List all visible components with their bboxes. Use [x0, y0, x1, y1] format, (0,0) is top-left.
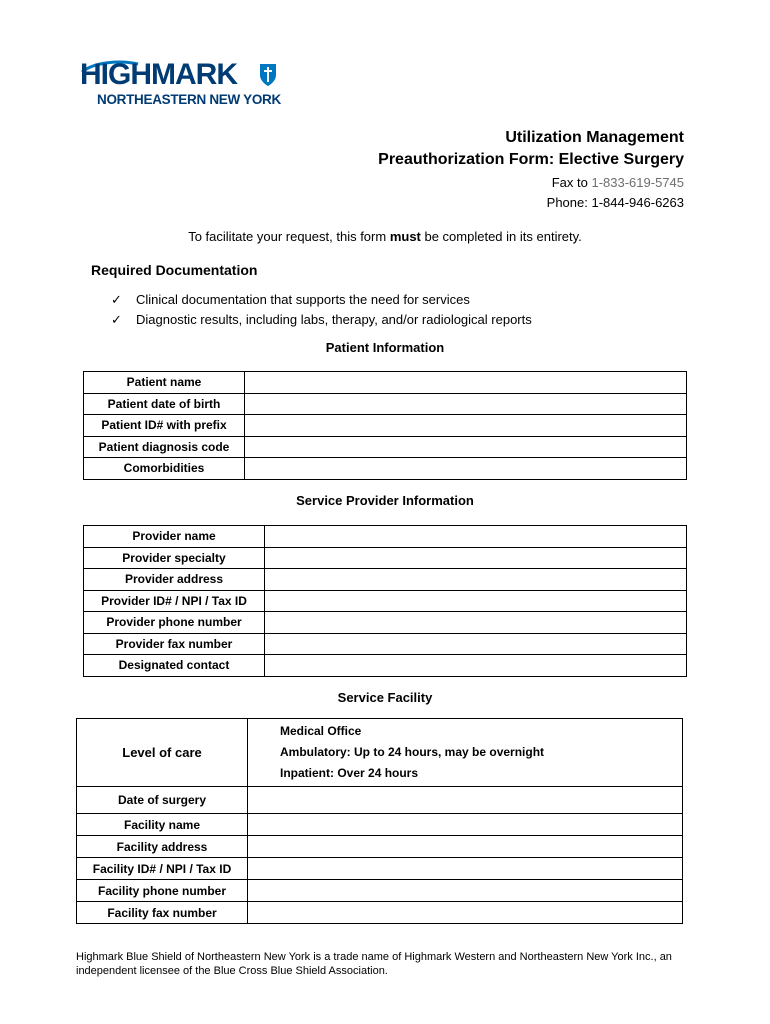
- designated-contact-input[interactable]: [265, 655, 687, 677]
- provider-address-input[interactable]: [265, 569, 687, 591]
- table-row: [84, 415, 687, 437]
- patient-dob-input[interactable]: [245, 393, 687, 415]
- table-row: [77, 902, 683, 924]
- table-row: [84, 436, 687, 458]
- footer-disclaimer: Highmark Blue Shield of Northeastern New York is a trade name of Highmark Western and Northeastern New York Inc., an independent licensee of the Blue Cross Blue Shield Association.: [76, 951, 672, 977]
- table-row: [84, 569, 687, 591]
- field-label: Facility phone number: [77, 880, 248, 902]
- table-row: [77, 814, 683, 836]
- level-of-care-label: Level of care: [122, 745, 202, 760]
- facility-phone-input[interactable]: [248, 880, 683, 902]
- patient-information-heading: Patient Information: [325, 340, 445, 355]
- fax-line: [378, 173, 684, 193]
- list-item-text: Diagnostic results, including labs, therapy, and/or radiological reports: [136, 312, 532, 327]
- list-item-text: Clinical documentation that supports the need for services: [136, 292, 470, 307]
- level-of-care-option-inpatient[interactable]: Inpatient: Over 24 hours: [280, 766, 419, 780]
- patient-id-input[interactable]: [245, 415, 687, 437]
- field-label: Provider phone number: [84, 612, 265, 634]
- phone-line: Phone: 1-844-946-6263: [546, 195, 684, 210]
- field-label: Facility ID# / NPI / Tax ID: [77, 858, 248, 880]
- field-label: Patient name: [84, 372, 245, 394]
- patient-comorbidities-input[interactable]: [245, 458, 687, 480]
- level-of-care-option-ambulatory[interactable]: Ambulatory: Up to 24 hours, may be overnight: [280, 745, 545, 759]
- facility-id-input[interactable]: [248, 858, 683, 880]
- blue-shield-icon: [258, 62, 278, 88]
- patient-information-table: [83, 371, 687, 480]
- intro-emphasis: must: [389, 229, 421, 244]
- logo-region: NORTHEASTERN NEW YORK: [97, 92, 281, 107]
- field-label: Facility name: [77, 814, 248, 836]
- facility-address-input[interactable]: [248, 836, 683, 858]
- table-row: [84, 393, 687, 415]
- field-label: [77, 719, 248, 787]
- fax-prefix: Fax to: [551, 175, 588, 190]
- checkmark-icon: ✓: [111, 312, 122, 327]
- provider-specialty-input[interactable]: [265, 547, 687, 569]
- provider-id-input[interactable]: [265, 590, 687, 612]
- field-label: Provider ID# / NPI / Tax ID: [84, 590, 265, 612]
- table-row: [77, 787, 683, 814]
- provider-phone-input[interactable]: [265, 612, 687, 634]
- list-item: [111, 310, 532, 330]
- provider-information-heading: Service Provider Information: [296, 493, 474, 508]
- highmark-logo: [80, 58, 290, 110]
- patient-diagnosis-input[interactable]: [245, 436, 687, 458]
- level-of-care-options: [248, 719, 683, 787]
- field-label: Patient diagnosis code: [84, 436, 245, 458]
- intro-after: be completed in its entirety.: [420, 229, 582, 244]
- intro-text: [0, 229, 770, 244]
- field-label: Comorbidities: [84, 458, 245, 480]
- table-row: [84, 612, 687, 634]
- provider-information-table: [83, 525, 687, 677]
- checkmark-icon: ✓: [111, 292, 122, 307]
- table-row: [84, 526, 687, 548]
- logo-brand: HIGHMARK: [80, 58, 237, 91]
- field-label: Facility address: [77, 836, 248, 858]
- table-row: [77, 880, 683, 902]
- facility-name-input[interactable]: [248, 814, 683, 836]
- form-title-line2: Preauthorization Form: Elective Surgery: [378, 151, 684, 168]
- field-label: Date of surgery: [77, 787, 248, 814]
- field-label: Designated contact: [84, 655, 265, 677]
- field-label: Patient date of birth: [84, 393, 245, 415]
- table-row: [84, 547, 687, 569]
- field-label: Provider name: [84, 526, 265, 548]
- table-row: [84, 655, 687, 677]
- table-row: [77, 836, 683, 858]
- provider-name-input[interactable]: [265, 526, 687, 548]
- date-of-surgery-input[interactable]: [248, 787, 683, 814]
- table-row: [84, 458, 687, 480]
- required-documentation-list: [111, 290, 532, 330]
- service-facility-table: [76, 718, 683, 924]
- field-label: Provider address: [84, 569, 265, 591]
- field-label: Provider fax number: [84, 633, 265, 655]
- table-row: [77, 858, 683, 880]
- field-label: Provider specialty: [84, 547, 265, 569]
- field-label: Patient ID# with prefix: [84, 415, 245, 437]
- list-item: [111, 290, 532, 310]
- provider-fax-input[interactable]: [265, 633, 687, 655]
- field-label: Facility fax number: [77, 902, 248, 924]
- form-title-line1: Utilization Management: [505, 129, 684, 146]
- table-row: [77, 719, 683, 787]
- table-row: [84, 372, 687, 394]
- form-header: [378, 127, 684, 213]
- level-of-care-option-medical-office[interactable]: Medical Office: [280, 724, 362, 738]
- required-documentation-heading: Required Documentation: [91, 262, 258, 278]
- service-facility-heading: Service Facility: [337, 690, 433, 705]
- table-row: [84, 633, 687, 655]
- table-row: [84, 590, 687, 612]
- patient-name-input[interactable]: [245, 372, 687, 394]
- fax-number: 1-833-619-5745: [591, 175, 684, 190]
- intro-before: To facilitate your request, this form: [188, 229, 390, 244]
- facility-fax-input[interactable]: [248, 902, 683, 924]
